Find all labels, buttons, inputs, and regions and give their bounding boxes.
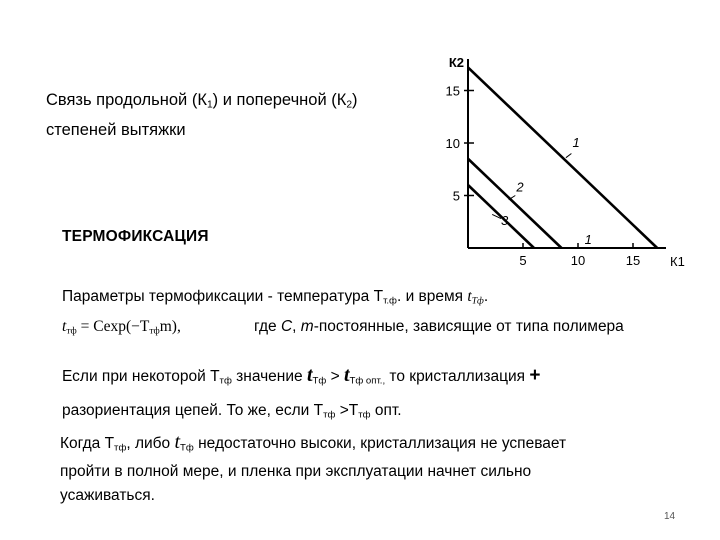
- series-line-1: [468, 67, 657, 248]
- page-number: 14: [664, 511, 676, 522]
- y-tick-label: 15: [445, 83, 460, 99]
- series-line-2: [468, 159, 562, 248]
- curve-label: 1: [584, 231, 592, 247]
- k1-k2-chart: [440, 48, 690, 273]
- x-tick-label: 15: [625, 253, 641, 268]
- condition-text: Если при некоторой $Т_{тф}$ значение $t_{Тф} > t_{Тф опт.,}$ то кристаллизация + разориентация цепей. То же, если $Т_{тф} >Т_{тф}$ опт.: [62, 364, 541, 421]
- y-axis-label: К2: [448, 55, 464, 70]
- formula-row: $t_{тф} = Cexp(-T_{тф}m)$, где C, m-постоянные, зависящие от типа полимера: [62, 318, 624, 337]
- y-tick-label: 5: [452, 188, 460, 204]
- x-tick-label: 5: [519, 253, 527, 268]
- curve-label: 3: [501, 212, 509, 228]
- figure-caption-line2: степеней вытяжки: [46, 120, 186, 139]
- note-box: Когда $Т_{тф}$, либо $t_{Тф}$ недостаточно высоки, кристаллизация не успевает пройти в полной мере, и пленка при эксплуатации начнет сильно усаживаться.: [60, 431, 567, 505]
- curve-label: 2: [516, 179, 524, 195]
- y-tick-label: 10: [445, 136, 460, 151]
- section-heading: ТЕРМОФИКСАЦИЯ: [62, 228, 209, 245]
- curve-label-leader: [566, 154, 572, 158]
- curve-label: 1: [572, 135, 580, 151]
- x-tick-label: 10: [570, 253, 586, 268]
- params-line: Параметры термофиксации - температура $Т_{т.ф}$. и время $t_{Тф}$.: [62, 288, 489, 307]
- figure-caption: Связь продольной $(К_1)$ и поперечной $(К_2)$ степеней вытяжки: [46, 91, 358, 139]
- x-axis-label: К1: [670, 254, 685, 269]
- formula: $t_{тф} = Cexp(-T_{тф}m)$,: [62, 318, 181, 337]
